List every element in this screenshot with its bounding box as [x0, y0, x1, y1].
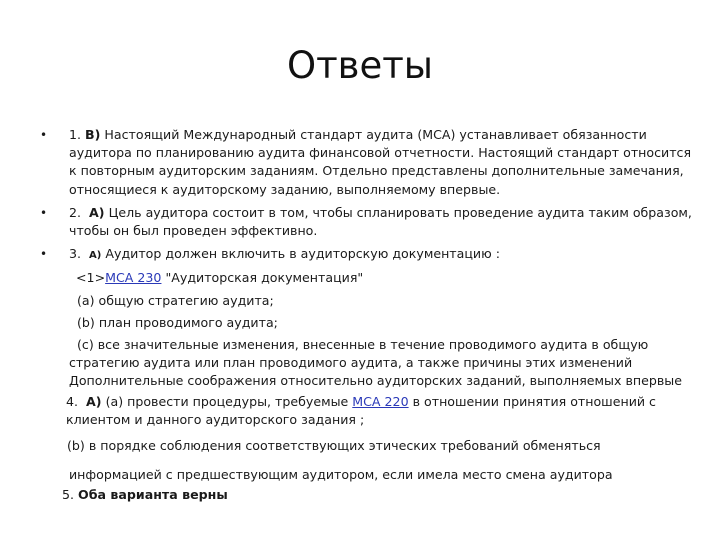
answer-1-number: 1.	[69, 127, 82, 142]
answer-4-line-2: клиентом и данного аудиторского задания ;	[66, 411, 365, 427]
answer-3-ref-rest: "Аудиторская документация"	[161, 270, 364, 286]
msa-230-link[interactable]: МСА 230	[105, 270, 162, 286]
answer-2-line-2: чтобы он был проведен эффективно.	[69, 223, 318, 239]
answer-3-item-c-line-2: стратегию аудита или план проводимого аудита, а также причины этих изменений	[69, 355, 633, 371]
msa-220-link[interactable]: МСА 220	[352, 393, 409, 409]
answer-3-reference	[69, 269, 680, 287]
answer-1-line-2: аудитора по планированию аудита финансовой отчетности. Настоящий стандарт относится	[69, 145, 692, 161]
answer-2-line-1: Цель аудитора состоит в том, чтобы спланировать проведение аудита таким образом,	[108, 204, 692, 220]
answers-list	[0, 126, 720, 505]
bullet-icon: •	[40, 128, 48, 142]
answer-3-number: 3.	[69, 246, 82, 262]
answer-1-key: В)	[85, 127, 101, 142]
answer-5	[0, 486, 720, 504]
answer-1-line-3: к повторным аудиторским заданиям. Отдельно представлены дополнительные замечания,	[69, 163, 684, 179]
answer-4-key: А)	[86, 393, 102, 409]
answer-3-item-a: (a) общую стратегию аудита;	[77, 292, 274, 308]
answer-3-item-b: (b) план проводимого аудита;	[77, 314, 278, 330]
answer-5-text: Оба варианта верны	[78, 487, 228, 503]
answer-3-item-c-line-3: Дополнительные соображения относительно аудиторских заданий, выполняемых впервые	[69, 373, 682, 389]
answer-5-number: 5.	[62, 487, 75, 503]
slide-title: Ответы	[286, 44, 433, 87]
answer-3	[0, 245, 720, 390]
answer-3-item-c-line-1: (c) все значительные изменения, внесенные в течение проводимого аудита в общую	[77, 337, 649, 353]
answer-3-ref-prefix: <1>	[76, 270, 106, 286]
answer-4	[0, 393, 720, 429]
bullet-icon: •	[40, 247, 48, 262]
answer-4-text-a: (а) провести процедуры, требуемые	[101, 393, 353, 409]
answer-3-intro: Аудитор должен включить в аудиторскую документацию :	[105, 246, 500, 262]
answer-2-key: А)	[89, 204, 105, 220]
bullet-icon: •	[40, 205, 48, 220]
answer-4-number: 4.	[66, 393, 79, 409]
answer-2-number: 2.	[69, 204, 82, 220]
answer-1-line-1: Настоящий Международный стандарт аудита (МСА) устанавливает обязанности	[104, 127, 647, 142]
answer-4-line-4: информацией с предшествующим аудитором, если имела место смена аудитора	[69, 467, 613, 483]
answer-2	[0, 204, 720, 240]
answer-3-key: А)	[89, 250, 102, 262]
answer-4-line-3: (b) в порядке соблюдения соответствующих этических требований обменяться	[67, 438, 601, 454]
answer-4-text-b: в отношении принятия отношений с	[408, 393, 656, 409]
answer-1	[0, 126, 720, 199]
answer-1-line-4: относящиеся к аудиторскому заданию, выполняемому впервые.	[69, 181, 501, 197]
